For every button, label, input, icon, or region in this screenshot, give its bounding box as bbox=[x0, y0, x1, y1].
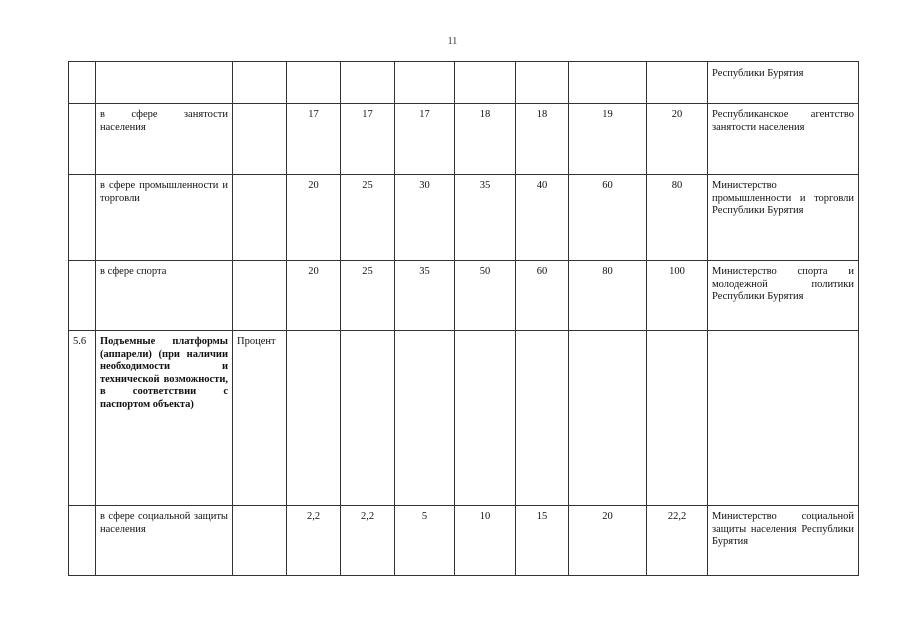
responsible-cell: Республиканское агентство занятости населения bbox=[708, 104, 859, 175]
value-cell bbox=[516, 62, 569, 104]
value-cell: 60 bbox=[516, 261, 569, 331]
value-cell: 60 bbox=[569, 175, 647, 261]
value-cell bbox=[647, 331, 708, 506]
value-cell: 17 bbox=[341, 104, 395, 175]
value-cell bbox=[395, 62, 455, 104]
indicator-cell: в сфере промышленности и торговли bbox=[96, 175, 233, 261]
row-number-cell bbox=[69, 506, 96, 576]
value-cell bbox=[455, 331, 516, 506]
value-cell bbox=[516, 331, 569, 506]
row-number-cell bbox=[69, 104, 96, 175]
indicator-cell: в сфере социальной защиты населения bbox=[96, 506, 233, 576]
unit-cell: Процент bbox=[233, 331, 287, 506]
table-row bbox=[69, 175, 859, 261]
row-number-cell bbox=[69, 62, 96, 104]
responsible-cell: Республики Бурятия bbox=[708, 62, 859, 104]
value-cell: 80 bbox=[569, 261, 647, 331]
value-cell: 15 bbox=[516, 506, 569, 576]
responsible-cell: Министерство социальной защиты населения Республики Бурятия bbox=[708, 506, 859, 576]
value-cell: 22,2 bbox=[647, 506, 708, 576]
value-cell bbox=[395, 331, 455, 506]
value-cell bbox=[287, 62, 341, 104]
value-cell: 20 bbox=[647, 104, 708, 175]
table-row bbox=[69, 506, 859, 576]
value-cell: 20 bbox=[569, 506, 647, 576]
value-cell: 5 bbox=[395, 506, 455, 576]
value-cell: 30 bbox=[395, 175, 455, 261]
value-cell: 19 bbox=[569, 104, 647, 175]
unit-cell bbox=[233, 261, 287, 331]
value-cell: 25 bbox=[341, 261, 395, 331]
unit-cell bbox=[233, 104, 287, 175]
value-cell: 35 bbox=[455, 175, 516, 261]
value-cell: 100 bbox=[647, 261, 708, 331]
value-cell: 20 bbox=[287, 175, 341, 261]
value-cell: 18 bbox=[455, 104, 516, 175]
table-row bbox=[69, 261, 859, 331]
indicator-cell: Подъемные платформы (аппарели) (при наличии необходимости и технической возможности, в соответствии с паспортом объекта) bbox=[96, 331, 233, 506]
responsible-cell: Министерство промышленности и торговли Республики Бурятия bbox=[708, 175, 859, 261]
indicator-cell: в сфере спорта bbox=[96, 261, 233, 331]
responsible-cell bbox=[708, 331, 859, 506]
row-number-cell: 5.6 bbox=[69, 331, 96, 506]
row-number-cell bbox=[69, 261, 96, 331]
value-cell bbox=[341, 62, 395, 104]
row-number-cell bbox=[69, 175, 96, 261]
value-cell: 17 bbox=[287, 104, 341, 175]
value-cell: 2,2 bbox=[287, 506, 341, 576]
value-cell: 80 bbox=[647, 175, 708, 261]
unit-cell bbox=[233, 175, 287, 261]
value-cell: 25 bbox=[341, 175, 395, 261]
value-cell: 35 bbox=[395, 261, 455, 331]
value-cell bbox=[647, 62, 708, 104]
value-cell bbox=[455, 62, 516, 104]
page-number: 11 bbox=[447, 36, 458, 47]
value-cell: 2,2 bbox=[341, 506, 395, 576]
value-cell bbox=[287, 331, 341, 506]
indicator-cell: в сфере занятости населения bbox=[96, 104, 233, 175]
value-cell bbox=[341, 331, 395, 506]
value-cell: 17 bbox=[395, 104, 455, 175]
unit-cell bbox=[233, 506, 287, 576]
value-cell: 10 bbox=[455, 506, 516, 576]
value-cell: 18 bbox=[516, 104, 569, 175]
indicator-cell bbox=[96, 62, 233, 104]
value-cell: 40 bbox=[516, 175, 569, 261]
unit-cell bbox=[233, 62, 287, 104]
responsible-cell: Министерство спорта и молодежной политики Республики Бурятия bbox=[708, 261, 859, 331]
value-cell: 20 bbox=[287, 261, 341, 331]
table-row bbox=[69, 62, 859, 104]
table-row bbox=[69, 331, 859, 506]
value-cell: 50 bbox=[455, 261, 516, 331]
table-row bbox=[69, 104, 859, 175]
indicators-table bbox=[68, 61, 859, 576]
value-cell bbox=[569, 62, 647, 104]
value-cell bbox=[569, 331, 647, 506]
